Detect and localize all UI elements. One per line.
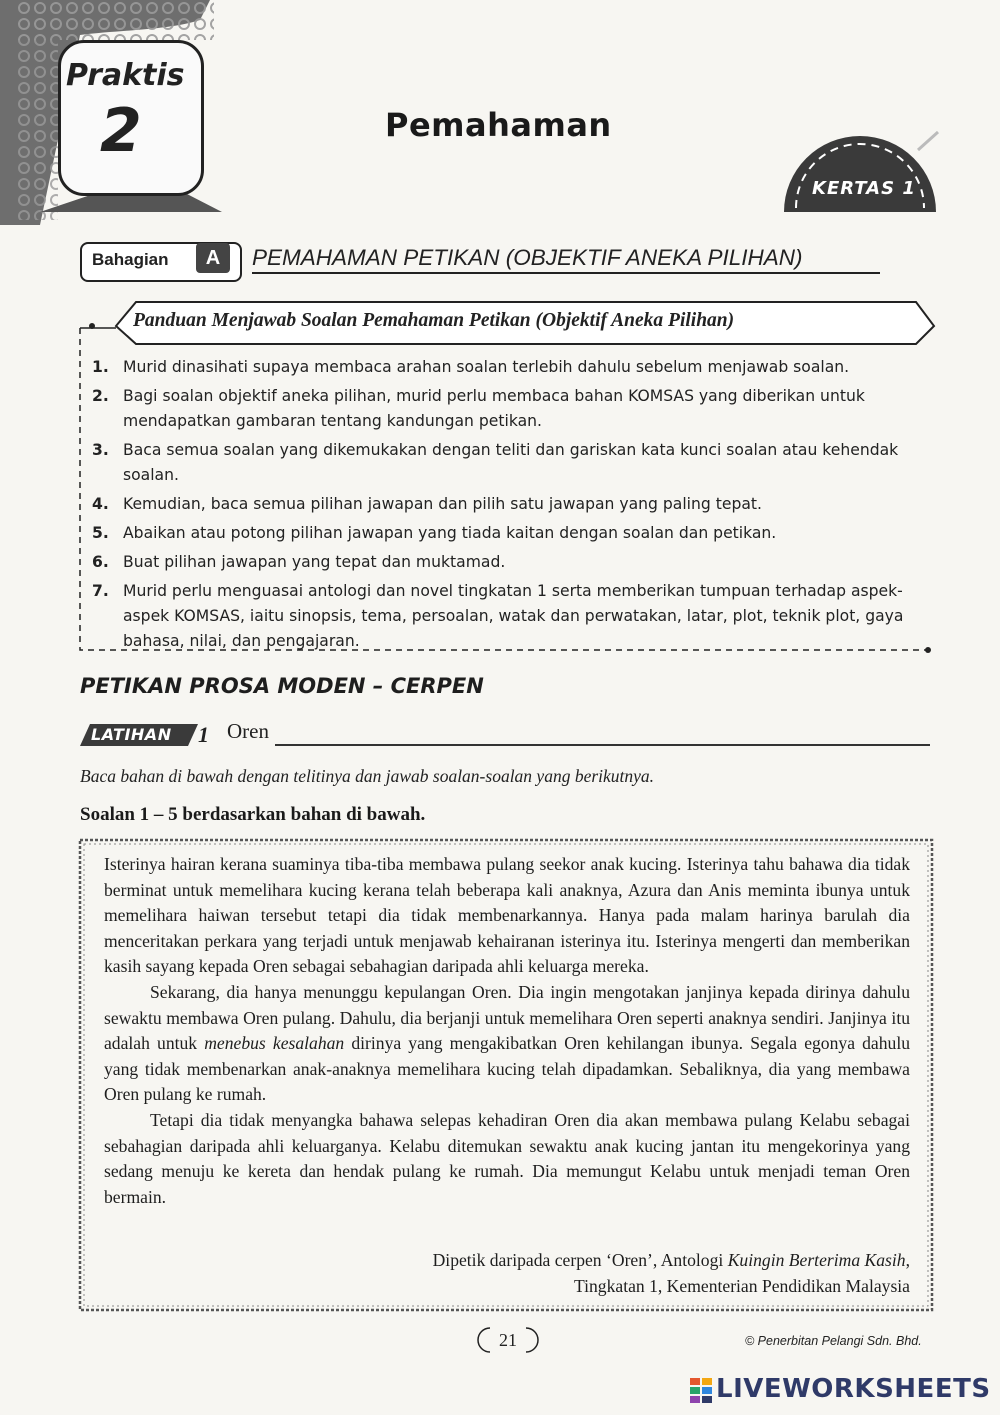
source-book-title: Kuingin Berterima Kasih <box>727 1250 906 1270</box>
bahagian-underline <box>252 272 880 274</box>
kertas-label: KERTAS 1 <box>812 178 916 199</box>
latihan-title: Oren <box>227 719 269 743</box>
item-number: 2. <box>92 387 109 405</box>
latihan-label: LATIHAN <box>91 725 172 744</box>
page-number: 21 <box>499 1330 517 1350</box>
praktis-label: Praktis <box>66 58 185 93</box>
question-range: Soalan 1 – 5 berdasarkan bahan di bawah. <box>80 804 426 825</box>
passage-paragraph-1: Isterinya hairan kerana suaminya tiba-tiba membawa pulang seekor anak kucing. Isterinya tahu bahawa dia tidak berminat untuk memelihara kucing kerana telah beberapa kali anaknya, Azura dan Anis meminta ibunya untuk memelihara haiwan tersebut tetapi dia tidak membenarkannya. Hanya pada malam harinya barulah dia menceritakan perkara yang terjadi untuk menjawab kehairanan isterinya itu. Isterinya mengerti dan memberikan kasih sayang kepada Oren sebagai sebahagian daripada ahli keluarga mereka. <box>104 854 910 977</box>
paragraph-2-text-a: Sekarang, dia hanya menunggu kepulangan Oren. Dia ingin mengotakan janjinya kepada dirinya dahulu sewaktu membawa Oren pulang. Dahulu, dia berjanji untuk memelihara Oren seperti anaknya sendiri. Janjinya itu adalah untuk <box>104 981 910 1054</box>
item-number: 4. <box>92 495 109 513</box>
list-item <box>92 384 937 434</box>
passage-text <box>104 852 910 1210</box>
item-text: Murid perlu menguasai antologi dan novel tingkatan 1 serta memberikan tumpuan terhadap aspek-aspek KOMSAS, iaitu sinopsis, tema, persoalan, watak dan perwatakan, latar, plot, teknik plot, gaya bahasa, nilai, dan pengajaran. <box>123 582 904 650</box>
list-item <box>92 355 937 380</box>
list-item <box>92 579 937 654</box>
list-item <box>92 521 937 546</box>
latihan-number: 1 <box>198 722 209 747</box>
item-text: Abaikan atau potong pilihan jawapan yang tiada kaitan dengan soalan dan petikan. <box>123 524 777 542</box>
guide-list <box>92 355 937 658</box>
publisher-credit: © Penerbitan Pelangi Sdn. Bhd. <box>745 1334 922 1348</box>
item-number: 5. <box>92 524 109 542</box>
paragraph-2-text-b: dirinya yang mengakibatkan Oren kehilangan ibunya. Segala egonya dahulu yang tidak membenarkan anak-anaknya memelihara kucing telah dipadamkan. Sebaliknya, dia yang membawa Oren pulang ke rumah. <box>104 1033 911 1105</box>
item-text: Murid dinasihati supaya membaca arahan soalan terlebih dahulu sebelum menjawab soalan. <box>123 358 850 376</box>
item-number: 1. <box>92 358 109 376</box>
source-line-2: Tingkatan 1, Kementerian Pendidikan Malaysia <box>573 1275 910 1296</box>
source-line-1-text: Dipetik daripada cerpen ‘Oren’, Antologi <box>432 1250 728 1270</box>
source-citation <box>300 1248 910 1299</box>
passage-paragraph-3: Tetapi dia tidak menyangka bahawa selepas kehadiran Oren dia akan membawa pulang Kelabu sebagai sebahagian daripada ahli keluarganya. Kelabu ditemukan sewaktu anak kucing jantan itu mengekorinya yang sedang menuju ke kereta dan hendak pulang ke rumah. Dia memungut Kelabu untuk menjadi teman Oren bermain. <box>104 1109 910 1207</box>
bahagian-label: Bahagian <box>92 250 169 269</box>
item-number: 3. <box>92 441 109 459</box>
item-text: Bagi soalan objektif aneka pilihan, murid perlu membaca bahan KOMSAS yang diberikan untuk mendapatkan gambaran tentang kandungan petikan. <box>123 387 865 430</box>
liveworksheets-icon <box>690 1378 712 1404</box>
item-number: 7. <box>92 582 109 600</box>
page-title: Pemahaman <box>385 106 612 144</box>
instruction-text: Baca bahan di bawah dengan telitinya dan jawab soalan-soalan yang berikutnya. <box>80 766 655 786</box>
bahagian-letter: A <box>196 243 230 273</box>
section-heading: PETIKAN PROSA MODEN – CERPEN <box>80 674 484 698</box>
bahagian-title: PEMAHAMAN PETIKAN (OBJEKTIF ANEKA PILIHAN) <box>252 245 803 270</box>
passage-paragraph-2 <box>104 980 910 1108</box>
kertas-badge <box>778 130 943 215</box>
paragraph-2-emphasis: menebus kesalahan <box>204 1033 345 1054</box>
latihan-underline <box>275 744 930 746</box>
source-line-1 <box>300 1248 910 1274</box>
list-item <box>92 492 937 517</box>
item-text: Kemudian, baca semua pilihan jawapan dan pilih satu jawapan yang paling tepat. <box>123 495 762 513</box>
guide-banner: Panduan Menjawab Soalan Pemahaman Petikan (Objektif Aneka Pilihan) <box>133 310 735 331</box>
source-line-1-end: , <box>905 1250 910 1270</box>
item-text: Buat pilihan jawapan yang tepat dan muktamad. <box>123 553 506 571</box>
praktis-number: 2 <box>100 96 142 166</box>
list-item <box>92 438 937 488</box>
liveworksheets-watermark: LIVEWORKSHEETS <box>716 1374 991 1404</box>
list-item <box>92 550 937 575</box>
item-text: Baca semua soalan yang dikemukakan dengan teliti dan gariskan kata kunci soalan atau kehendak soalan. <box>123 441 899 484</box>
item-number: 6. <box>92 553 109 571</box>
